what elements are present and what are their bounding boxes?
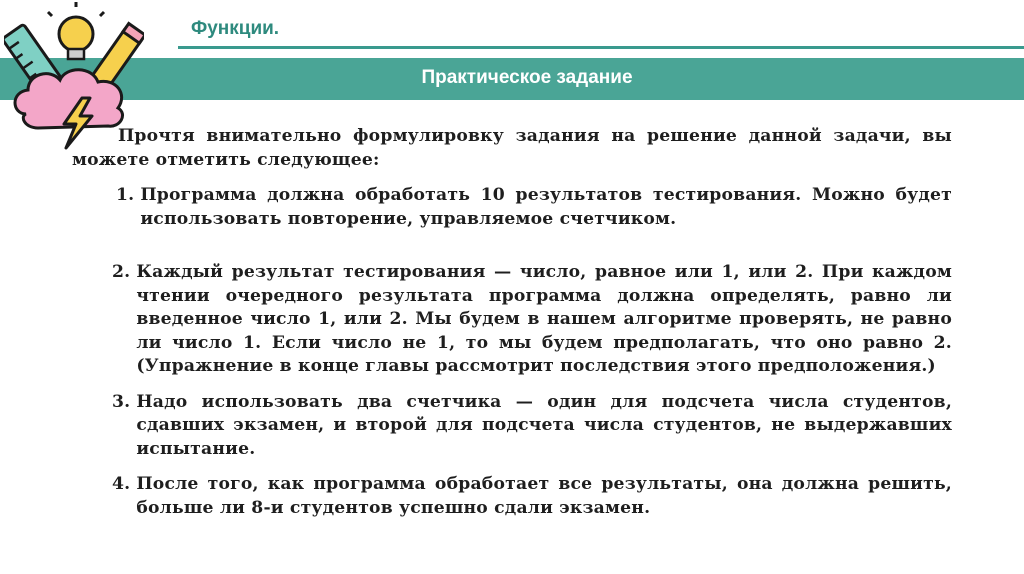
- list-item: [112, 391, 952, 462]
- task-text: [72, 125, 952, 532]
- list-item-number: 2.: [112, 262, 131, 282]
- list-item-number: 1.: [116, 185, 135, 205]
- slide-title: Практическое задание: [421, 67, 633, 88]
- title-banner: [0, 58, 1024, 100]
- header-rule: [178, 46, 1024, 49]
- list-item-text: После того, как программа обработает все результаты, она должна решить, больше ли 8-и студентов успешно сдали экзамен.: [136, 474, 952, 518]
- section-title: Функции.: [191, 18, 280, 39]
- list-item-text: Программа должна обработать 10 результатов тестирования. Можно будет использовать повторение, управляемое счетчиком.: [140, 185, 952, 229]
- list-item-number: 4.: [112, 474, 131, 494]
- list-item-number: 3.: [112, 391, 131, 412]
- list-item: [116, 184, 952, 231]
- intro-paragraph: Прочтя внимательно формулировку задания на решение данной задачи, вы можете отметить следующее:: [72, 126, 952, 170]
- list-item-text: Надо использовать два счетчика — один для подсчета числа студентов, сдавших экзамен, и второй для подсчета числа студентов, не выдержавших испытание.: [136, 391, 952, 459]
- list-item: [112, 261, 952, 379]
- list-item-text: Каждый результат тестирования — число, равное или 1, или 2. При каждом чтении очередного результата программа должна определять, равно ли введенное число 1, или 2. Мы будем в нашем алгоритме проверять, не равно ли число 1. Если число не 1, то мы будем предполагать, что оно равно 2. (Упражнение в конце главы рассмотрит последствия этого предположения.): [136, 262, 952, 376]
- list-item: [112, 473, 952, 520]
